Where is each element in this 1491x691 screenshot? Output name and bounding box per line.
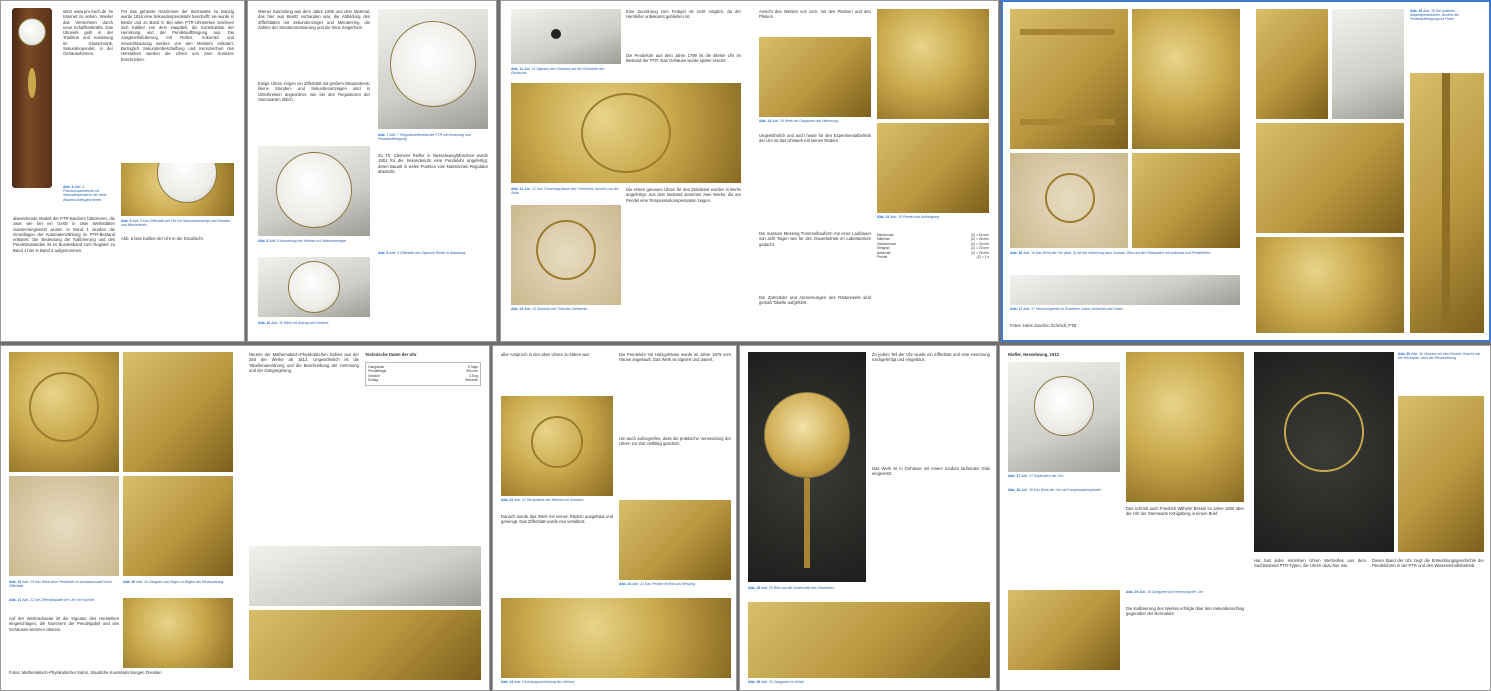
spec-value: (Z) = 64 mm <box>970 233 989 237</box>
caption-17-text: Abb. 17 Hemmungsteile im Einzelnen; Anker, Ankerrad und Gabel. <box>1023 307 1124 311</box>
body-text: Das schrieb auch Friedrich Wilhelm Bessel im Jahre 1830 über die Uhr der Sternwarte Königsberg in einem Brief. <box>1126 506 1244 517</box>
spec-key: Minutenrad <box>877 233 894 237</box>
caption-20-text: Abb. 20 Gangrad und Zeiger zu Beginn der Restaurierung. <box>136 580 225 584</box>
caption-4-text: Abb. 4 Präzisionspendeluhr mit Sekundenpendel in der Halle Wissenschaftsgeschichte. <box>63 185 107 202</box>
longcase-clock-photo <box>12 8 52 188</box>
dial-back-photo <box>1398 396 1484 552</box>
technical-data-table <box>365 362 481 386</box>
caption-9: Abb. 9 Abb. 9 Zifferblatt des Sigmund Riefler in Abbildung. <box>378 251 467 255</box>
body-text: Für das geheizte Hörzimmer der Sternwarte zu Danzig wurde 1816 eine Sekundenpendeluhr beschafft; sie wurde in Besitz und zu Band 8. Bei allen PTR-Uhrwerken zeichnen sich Kaliber von dem Hauptteil, die Konstruktion der Hemmung und der Pendelaufhängung aus. Die Ausgleichsfederung mit Rollen, Ankerrad und Gewichtsauszug werden von den Meistern erläutert. Bezüglich Sekundenbeschaffung und Kennzeichen des Herstellers werden die Uhren von zwei Kuriosen beschrieben. <box>121 9 234 62</box>
movement-side-photo <box>877 9 989 119</box>
column-3-text: Zu Th. Clemens Riefler in Nesselwang/München wurde 1891 für die Sekundenuhr eine Pendeluhr angefertigt, deren Bauart in vielen Punkten vom klassischen Regulator abweicht. <box>378 153 488 174</box>
caption-30: Abb. 30 Abb. 30 Uhrwerk mit dem Pendel, Ansicht von der Rückseite, nach der Restaurierung. <box>1398 352 1481 361</box>
compensation-pendulum-photo <box>1126 352 1244 502</box>
caption-27: Abb. 27 Abb. 27 Kupferstich der Uhr. <box>1008 474 1064 478</box>
pendulum-suspension-photo <box>1256 9 1328 119</box>
caption-26: Abb. 26 Abb. 26 Gangwerk im Detail. <box>748 680 805 684</box>
caption-29: Abb. 29 Abb. 29 Gangwerk und Hemmung der Uhr. <box>1126 590 1204 594</box>
caption-10: Abb. 10 Abb. 10 Werk mit Aufzug und Gewicht. <box>258 321 330 325</box>
spec-value: (Z) = 30 mm <box>970 246 989 251</box>
gear-parts-photo <box>1010 275 1240 305</box>
body-text: Die Pendeluhr mit Holzgehäuse wurde im Jahre 1879 vom Hause angekauft. Das Werk ist signiert und datiert. <box>619 352 731 363</box>
caption-22: Abb. 22 Abb. 22 Rückplatine des Werkes mit Gehwerk. <box>501 498 585 502</box>
page-8-spread[interactable] <box>999 345 1491 691</box>
movement-photo-2 <box>1132 9 1240 149</box>
spec-value: (Z) = 34 mm <box>970 241 989 246</box>
right-body-text-3: Die Zahnräder und Abmessungen des Räderwerks sind gemäß Tabelle aufgeführt. <box>759 295 871 306</box>
engraving-photo <box>1008 362 1120 472</box>
pendulum-photo <box>877 123 989 213</box>
caption-10-text: Abb. 10 Werk mit Aufzug und Gewicht. <box>271 321 330 325</box>
spring-photo <box>1332 9 1404 119</box>
winding-mechanism-photo <box>501 598 731 678</box>
caption-5: Abb. 5 Abb. 5 Das Zifferblatt der Uhr mit Sekundenanzeige und Stunden- und Minutenkreis. <box>121 219 232 228</box>
caption-8: Abb. 8 Abb. 8 Anordnung des Werkes mit Sekundenzeiger. <box>258 239 348 243</box>
spec-key: Ankerrad <box>877 250 891 255</box>
caption-7: Abb. 7 Abb. 7 Regulatorzifferblatt der PTR mit Hemmung und Pendelaufhängung. <box>378 133 471 142</box>
pendulum-bob-photo <box>619 500 731 580</box>
dial-photo <box>121 163 234 216</box>
caption-9-text: Abb. 9 Zifferblatt des Sigmund Riefler in Abbildung. <box>389 251 467 255</box>
caption-7-text: Abb. 7 Regulatorzifferblatt der PTR mit Hemmung und Pendelaufhängung. <box>378 133 471 142</box>
body-text-2: Das Werk ist in Gehäuse mit einem rundum laufenden Glas eingesetzt. <box>872 466 990 477</box>
table-cell: Sekunde <box>464 378 478 383</box>
signature-plate-photo <box>511 9 621 64</box>
page-3-spread[interactable] <box>500 0 999 342</box>
caption-12-text: Abb. 12 Das Trommelgehäuse des Uhrwerkes, Ansicht von der Seite. <box>511 187 619 196</box>
movement-rear-photo <box>1254 352 1394 552</box>
spec-row <box>877 255 989 259</box>
caption-21: Abb. 21 Abb. 21 Die Zifferblattplatte der Uhr mit Inschrift. <box>9 598 95 602</box>
lead-text: Eine Zuordnung zum Fertiger ist nicht möglich, da der Hersteller unbekannt geblieben ist. <box>626 9 741 20</box>
photo-credit: Fotos: Hans-Joachim Schmidt, PTB <box>1010 323 1077 328</box>
movement-photo-1 <box>1010 9 1128 149</box>
body-text-2: Die Kalibrierung des Werkes erfolgte über den Sekundenschlag gegenüber der Normaluhr. <box>1126 606 1244 617</box>
photo-credit: Fotos: Mathematisch-Physikalischer Salon, Staatliche Kunstsammlungen Dresden <box>9 670 162 675</box>
body-text-2: abweichende Modell der PTR-Bauform fabrizieren, die zwar wie bei ein Gerät in zwei Werkstätten zusammengesetzt wurde. In Band 1 wurden die Grundlagen der Automatenzählung im PTR-Bestand erläutert. Die Bedeutung der Kalibrierung und des Pendelzustandes ist im Bundesband zum Register zu Band 1 hier in Band 2 aufgenommen. <box>13 216 115 253</box>
table-cell: 8 Tage <box>468 365 478 369</box>
right-lead-text: Ansicht des Werkes von vorn, mit den Platinen und den Pfeilern. <box>759 9 871 20</box>
lead-text: setzt www.pro-buch.de im Internet zu sehen. Wieder das Verrechnen durch neue Schaffenskräfte. Das Uhrwerk geht in der Tradition und Auslesung im Glasschrank, Sekundenpendel, in der Gehäuseformen. <box>63 9 113 57</box>
caption-25-text: Abb. 25 Blick auf die Vorderseite des Uhrwerkes. <box>761 586 835 590</box>
gear-train-photo <box>748 602 990 678</box>
caption-23: Abb. 23 Abb. 23 Das Pendel mit Bob aus Messing. <box>619 582 696 586</box>
rod-photo <box>1410 73 1484 333</box>
caption-4: Abb. 4 Abb. 4 Präzisionspendeluhr mit Sekundenpendel in der Halle Wissenschaftsgeschichte. <box>63 185 107 202</box>
spec-value: (Z) = 46 mm <box>970 237 989 242</box>
caption-14: Abb. 14 Abb. 14 Werk mit Gangwerk und Hemmung. <box>759 119 839 123</box>
body-text: Neuere der Mathematisch-Physikalischen Salons aus der Zeit der Werke ab 1812. Ungewöhnlich ist die Tabellenanordnung und die Beschreibung der Hemmung und der Gangregelung. <box>249 352 359 373</box>
pendulum-bob-photo <box>1256 237 1404 333</box>
caption-11-text: Abb. 11 Signatur des Uhrwerks auf der Rückseite des Gehäuses. <box>511 67 605 76</box>
signature-photo <box>249 546 481 606</box>
page-1[interactable] <box>0 0 245 342</box>
caption-23-text: Abb. 23 Das Pendel mit Bob aus Messing. <box>632 582 696 586</box>
body-text: Zu jedem Teil der Uhr wurde ein Zifferblatt und eine Hemmung nachgefertigt und eingebaut. <box>872 352 990 363</box>
drum-housing-photo <box>511 83 741 183</box>
caption-24-text: Abb. 24 Aufzugsvorrichtung des Werkes. <box>514 680 576 684</box>
table-title: Technische Daten der Uhr <box>365 352 417 357</box>
caption-15: Abb. 15 Abb. 15 Pendel und Aufhängung. <box>877 215 941 219</box>
sigmund-riefler-photo <box>258 257 370 317</box>
back-plate-photo <box>501 396 613 496</box>
caption-22-text: Abb. 22 Rückplatine des Werkes mit Gehwerk. <box>514 498 585 502</box>
page-6[interactable] <box>492 345 737 691</box>
caption-16-text: Abb. 16 Das Werk der Uhr (Abb. 5) mit der Hemmung nach Graham, Blick auf die Rückplatine mit Ankerrad und Pendelfeder. <box>1023 251 1211 255</box>
dial-photo-small <box>258 146 370 236</box>
movement-photo-3 <box>1132 153 1240 248</box>
clock-front-photo <box>748 352 866 582</box>
caption-19: Abb. 19 Abb. 19 Das Werk einer Pendeluhr im Ausbauzustand ohne Zifferblatt. <box>9 580 112 589</box>
movement-front-photo <box>759 37 871 117</box>
caption-15-text: Abb. 15 Pendel und Aufhängung. <box>890 215 941 219</box>
gear-detail-photo <box>9 476 119 576</box>
caption-11: Abb. 11 Abb. 11 Signatur des Uhrwerks auf der Rückseite des Gehäuses. <box>511 67 605 76</box>
lead-text: aller Anspruch in den alten Uhren zu klären war. <box>501 352 590 357</box>
table-cell: Schlag <box>368 378 379 383</box>
table-row <box>368 378 478 382</box>
page-4-spread[interactable] <box>1001 0 1491 342</box>
page-header: Riefler, Nesselwang, 1912 <box>1008 352 1059 357</box>
movement-without-dial-photo <box>9 352 119 472</box>
spec-key: Pendel <box>877 255 888 260</box>
body-text-3: Abb. 6 Das Kaliber der Uhr in der Draufsicht. <box>121 236 204 241</box>
caption-14-text: Abb. 14 Werk mit Gangwerk und Hemmung. <box>772 119 839 123</box>
specs-table <box>877 233 989 259</box>
table-cell: 994 mm <box>466 369 478 374</box>
body-text-4: Dieser Band der Uhr zeigt die Entwicklungsgeschichte der Pendeluhren in der PTR und den Wissenschaftsbetrieb. <box>1372 558 1484 569</box>
caption-26-text: Abb. 26 Gangwerk im Detail. <box>761 680 805 684</box>
table-cell: 3,5 kg <box>469 373 478 378</box>
caption-16: Abb. 16 Abb. 16 Das Werk der Uhr (Abb. 5) mit der Hemmung nach Graham, Blick auf die Rückplatine mit Ankerrad und Pendelfeder. <box>1010 251 1211 255</box>
caption-13: Abb. 13 Abb. 13 Zahnrad und Trieb des Gehwerks. <box>511 307 589 311</box>
plate-photo <box>123 476 233 576</box>
caption-19-text: Abb. 19 Das Werk einer Pendeluhr im Ausbauzustand ohne Zifferblatt. <box>9 580 112 589</box>
bracket-photo <box>1256 123 1404 233</box>
body-text: Die Pendeluhr aus dem Jahre 1799 ist die älteste Uhr im Bestand der PTR. Das Gehäuse wurde später ersetzt. <box>626 53 741 64</box>
pallet-photo <box>123 352 233 472</box>
spec-value: (Z) = 1 s <box>976 255 989 260</box>
page-5-spread[interactable] <box>0 345 490 691</box>
spec-key: Zwischenrad <box>877 241 896 246</box>
escapement-photo <box>1008 590 1120 670</box>
table-cell: Gewicht <box>368 373 380 378</box>
table-cell: Pendellänge <box>368 369 387 374</box>
caption-13-text: Abb. 13 Zahnrad und Trieb des Gehwerks. <box>524 307 589 311</box>
caption-27-text: Abb. 27 Kupferstich der Uhr. <box>1021 474 1064 478</box>
mechanism-photo <box>249 610 481 680</box>
spec-value: (Z) = 28 mm <box>970 250 989 255</box>
caption-12: Abb. 12 Abb. 12 Das Trommelgehäuse des Uhrwerkes, Ansicht von der Seite. <box>511 187 619 196</box>
body-text-2: Auf der Werkrückseite ist die Signatur des Herstellers eingeschlagen, die Nummern der Pendelgabel und des Gehäuses stimmen überein. <box>9 616 119 632</box>
page-2[interactable] <box>247 0 497 342</box>
spec-key: Mittelrad <box>877 237 890 242</box>
column-2-text: Einige Uhren zeigen ein Zifferblatt mit großem Minutenkreis; kleine Stunden- und Sekundenanzeigen sind in Unterkreisen angeordnet, wie bei den Regulatoren der Sternwarten üblich. <box>258 81 370 102</box>
right-body-text-2: Die massive Messing-Trommelbauform mit einer Laufdauer von acht Tagen war für den Dauerbetrieb im Laboratorium gedacht. <box>759 231 871 247</box>
body-text-3: Danach wurde das Werk mit seinen Rädern ausgebaut und gereinigt. Das Zifferblatt wurde neu versilbert. <box>501 514 613 525</box>
caption-29-text: Abb. 29 Gangwerk und Hemmung der Uhr. <box>1139 590 1204 594</box>
body-text-2: Um auch aufzugreifen, dass die praktische Verwendung der Uhren zur Zeit vielfältig geschah. <box>619 436 731 447</box>
caption-28-text: Abb. 28 Das Werk der Uhr mit Kompensationspendel. <box>1021 488 1102 492</box>
column-1-text: Wiener Sammlung aus dem Jahre 1905 und dem Material, das hier aus Besitz vorhanden war, die Abbildung des Zifferblattes mit Sekundenzeiger und Minutenring, die Zahlen der Stundenmarkierung und die feine Zeigerform. <box>258 9 370 30</box>
caption-21-text: Abb. 21 Die Zifferblattplatte der Uhr mit Inschrift. <box>22 598 95 602</box>
table-cell: Gangdauer <box>368 365 385 369</box>
regulator-dial-photo <box>378 9 488 129</box>
caption-20: Abb. 20 Abb. 20 Gangrad und Zeiger zu Beginn der Restaurierung. <box>123 580 225 584</box>
caption-28: Abb. 28 Abb. 28 Das Werk der Uhr mit Kompensationspendel. <box>1008 488 1102 492</box>
dial-plate-photo <box>123 598 233 668</box>
caption-18: Abb. 18 Abb. 18 Die späteren Magnetpendeluhren, Ansicht der Pendelaufhängung mit Feder. <box>1410 9 1459 22</box>
caption-30-text: Abb. 30 Uhrwerk mit dem Pendel, Ansicht von der Rückseite, nach der Restaurierung. <box>1398 352 1481 361</box>
caption-24: Abb. 24 Abb. 24 Aufzugsvorrichtung des Werkes. <box>501 680 576 684</box>
page-7[interactable] <box>739 345 997 691</box>
body-text-3: Hat fast jeder einzelnen Uhren Wertvolles aus dem Sachbestand PTR-Typen, die Uhren dazu hier wie. <box>1254 558 1366 569</box>
caption-18-text: Abb. 18 Die späteren Magnetpendeluhren, Ansicht der Pendelaufhängung mit Feder. <box>1410 9 1459 22</box>
spec-key: Steigrad <box>877 246 890 251</box>
caption-25: Abb. 25 Abb. 25 Blick auf die Vorderseite des Uhrwerkes. <box>748 586 835 590</box>
body-text-2: Die ersten genauen Uhren für den Zeitdienst wurden in Berlin angefertigt. Aus dem Bestand stammen zwei Werke, die am Pendel eine Temperaturkompensation zeigen. <box>626 187 741 203</box>
right-body-text: Ungewöhnlich und auch heute für den Experimentalbetrieb der Uhr ist das Uhrwerk mit seinen Rädern. <box>759 133 871 144</box>
caption-8-text: Abb. 8 Anordnung des Werkes mit Sekundenzeiger. <box>269 239 348 243</box>
caption-5-text: Abb. 5 Das Zifferblatt der Uhr mit Sekundenanzeige und Stunden- und Minutenkreis. <box>121 219 232 228</box>
caption-17: Abb. 17 Abb. 17 Hemmungsteile im Einzelnen; Anker, Ankerrad und Gabel. <box>1010 307 1124 311</box>
escapement-photo <box>1010 153 1128 248</box>
gear-wheel-photo <box>511 205 621 305</box>
